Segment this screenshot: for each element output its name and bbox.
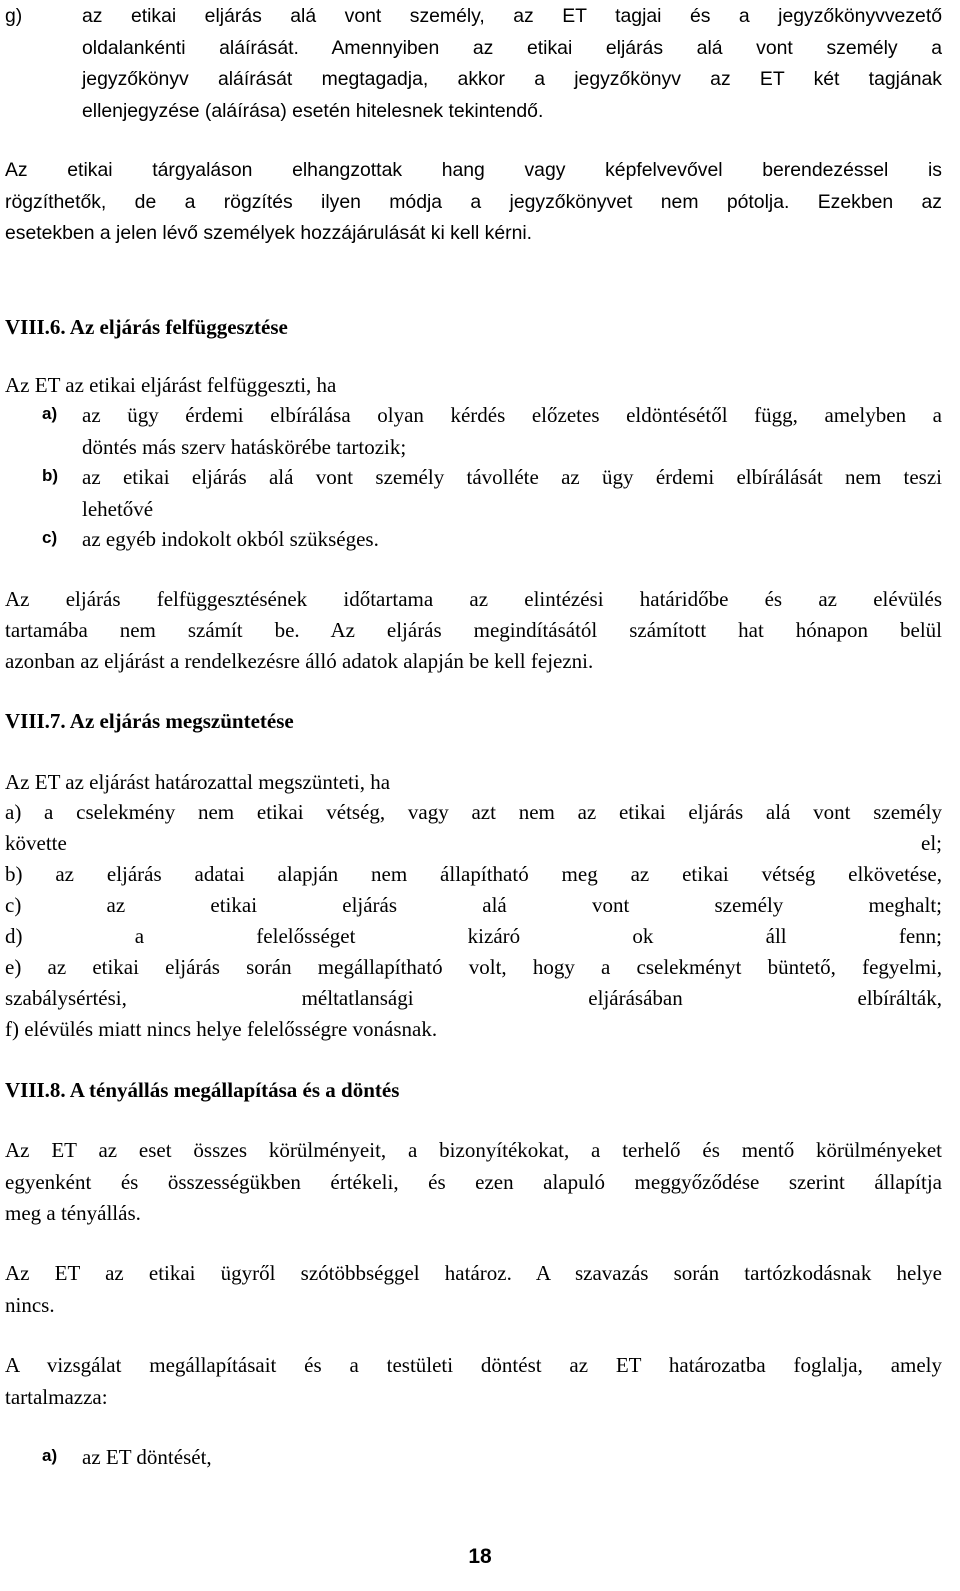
text-line: rögzíthetők, de a rögzítés ilyen módja a jegyzőkönyvet nem pótolja. Ezekben az	[5, 190, 942, 213]
text-line: d) a felelősséget kizáró ok áll fenn;	[5, 924, 942, 948]
section-6-heading	[5, 312, 942, 343]
item-marker: a)	[42, 404, 58, 423]
text-line: A vizsgálat megállapításait és a testületi döntést az ET határozatba foglalja, amely	[5, 1353, 942, 1377]
item-marker: c)	[42, 528, 58, 547]
text-line: f) elévülés miatt nincs helye felelősségre vonásnak.	[5, 1017, 438, 1041]
section-6-closing	[5, 584, 942, 677]
text-line: azonban az eljárást a rendelkezésre álló adatok alapján be kell fejezni.	[5, 649, 594, 673]
text-line: b) az eljárás adatai alapján nem állapítható meg az etikai vétség elkövetése,	[5, 862, 942, 886]
section-8-paragraph-2	[5, 1258, 942, 1321]
section-7-heading	[5, 706, 942, 737]
item-text: az ET döntését,	[82, 1445, 212, 1469]
section-6-number: VIII.6.	[5, 315, 66, 339]
text-line: az etikai eljárás alá vont személy, az ET tagjai és a jegyzőkönyvvezető	[82, 5, 942, 27]
text-line: lehetővé	[82, 496, 154, 521]
item-text	[82, 400, 942, 463]
text-line: tartalmazza:	[5, 1384, 108, 1409]
section-6-title: Az eljárás felfüggesztése	[69, 315, 288, 339]
section-7-number: VIII.7.	[5, 709, 66, 733]
text-line: oldalankénti aláírását. Amennyiben az etikai eljárás alá vont személy a	[82, 36, 942, 59]
text-line: e) az etikai eljárás során megállapítható volt, hogy a cselekményt büntető, fegyelmi,	[5, 955, 942, 979]
text-line: a) a cselekmény nem etikai vétség, vagy azt nem az etikai eljárás alá vont személy	[5, 800, 942, 824]
section-8-heading	[5, 1075, 942, 1106]
text-line: az egyéb indokolt okból szükséges.	[82, 527, 379, 551]
text-line: tartamába nem számít be. Az eljárás megindításától számított hat hónapon belül	[5, 618, 942, 642]
item-g-marker: g)	[5, 5, 23, 27]
section-7-intro: Az ET az eljárást határozattal megszünteti, ha	[5, 770, 391, 794]
text-line: esetekben a jelen lévő személyek hozzájárulását ki kell kérni.	[5, 222, 533, 244]
item-marker: a)	[42, 1446, 58, 1465]
section-6-item-c	[5, 524, 942, 556]
paragraph-recording	[5, 155, 942, 250]
section-8-title: A tényállás megállapítása és a döntés	[69, 1078, 400, 1102]
item-text	[82, 524, 942, 556]
section-8-paragraph-3	[5, 1350, 942, 1413]
item-marker: b)	[42, 466, 59, 485]
page-number: 18	[468, 1545, 492, 1568]
section-7-title: Az eljárás megszüntetése	[69, 709, 294, 733]
section-6-item-b	[5, 462, 942, 525]
text-line: döntés más szerv hatáskörébe tartozik;	[82, 434, 407, 459]
section-8-paragraph-1	[5, 1135, 942, 1230]
text-line: ellenjegyzése (aláírása) esetén hitelesnek tekintendő.	[82, 99, 544, 122]
text-line: Az ET az etikai ügyről szótöbbséggel határoz. A szavazás során tartózkodásnak helye	[5, 1261, 942, 1285]
section-8-item-a	[5, 1442, 942, 1474]
text-line: meg a tényállás.	[5, 1201, 141, 1225]
text-line: nincs.	[5, 1292, 55, 1317]
item-g-text	[82, 1, 942, 127]
text-line: c) az etikai eljárás alá vont személy meghalt;	[5, 893, 942, 917]
text-line: az etikai eljárás alá vont személy távolléte az ügy érdemi elbírálását nem teszi	[82, 465, 942, 489]
text-line: Az ET az eset összes körülményeit, a bizonyítékokat, a terhelő és mentő körülményeket	[5, 1138, 942, 1162]
text-line: egyenként és összességükben értékeli, és ezen alapuló meggyőződése szerint állapítja	[5, 1169, 942, 1194]
text-line: jegyzőkönyv aláírását megtagadja, akkor a jegyzőkönyv az ET két tagjának	[82, 68, 942, 90]
text-line: követte el;	[5, 831, 942, 855]
text-line: Az eljárás felfüggesztésének időtartama az elintézési határidőbe és az elévülés	[5, 587, 942, 611]
text-line: Az etikai tárgyaláson elhangzottak hang vagy képfelvevővel berendezéssel is	[5, 159, 942, 181]
section-6-intro: Az ET az etikai eljárást felfüggeszti, ha	[5, 373, 337, 397]
section-7-list	[5, 797, 942, 1045]
item-g	[5, 1, 942, 127]
item-text	[82, 462, 942, 525]
text-line: szabálysértési, méltatlansági eljárásában elbírálták,	[5, 986, 942, 1010]
section-8-number: VIII.8.	[5, 1078, 66, 1102]
text-line: az ügy érdemi elbírálása olyan kérdés előzetes eldöntésétől függ, amelyben a	[82, 403, 942, 427]
section-6-item-a	[5, 400, 942, 463]
